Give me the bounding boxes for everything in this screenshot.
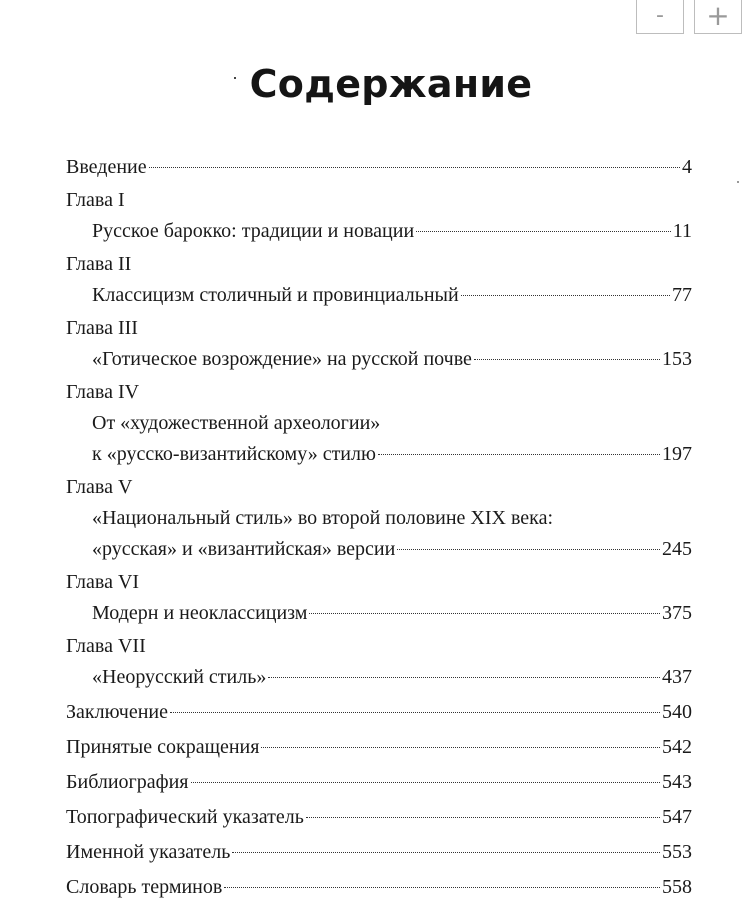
chapter-title: «Готическое возрождение» на русской почве (92, 348, 472, 370)
zoom-controls (636, 0, 742, 34)
chapter-title: Русское барокко: традиции и новации (92, 220, 415, 242)
toc-entry-label: Библиография (66, 771, 189, 793)
dot-leader (149, 167, 680, 168)
chapter-title: От «художественной археологии» (92, 412, 381, 434)
zoom-in-button[interactable]: + (694, 0, 742, 34)
table-of-contents (66, 152, 692, 903)
chapter-title-continued: «русская» и «византийская» версии (92, 538, 396, 560)
toc-page-number: 553 (662, 841, 692, 863)
toc-entry-chapter-5[interactable] (66, 472, 692, 565)
chapter-label: Глава V (66, 476, 133, 498)
dot-leader (416, 231, 671, 232)
toc-page-number: 542 (662, 736, 692, 758)
chapter-label: Глава VII (66, 635, 146, 657)
chapter-label: Глава II (66, 253, 132, 275)
dot-leader (232, 852, 660, 853)
dot-leader (306, 817, 660, 818)
toc-entry-label: Введение (66, 156, 147, 178)
dot-leader (191, 782, 661, 783)
toc-page-number: 197 (662, 443, 692, 465)
dot-leader (268, 677, 660, 678)
chapter-title: «Неорусский стиль» (92, 666, 267, 688)
dot-leader (261, 747, 660, 748)
toc-entry-label: Принятые сокращения (66, 736, 260, 758)
toc-entry-chapter-7[interactable] (66, 631, 692, 693)
toc-entry-label: Заключение (66, 701, 168, 723)
toc-entry-label: Именной указатель (66, 841, 231, 863)
toc-page-number: 4 (682, 156, 692, 178)
dot-leader (397, 549, 660, 550)
chapter-label: Глава IV (66, 381, 140, 403)
chapter-title: «Национальный стиль» во второй половине XIX века: (92, 507, 554, 529)
toc-page-number: 540 (662, 701, 692, 723)
chapter-label: Глава I (66, 189, 125, 211)
chapter-label: Глава VI (66, 571, 140, 593)
toc-page-number: 547 (662, 806, 692, 828)
toc-entry-conclusion[interactable] (66, 697, 692, 728)
toc-entry-chapter-3[interactable] (66, 313, 692, 375)
toc-entry-intro[interactable] (66, 152, 692, 183)
dot-leader (309, 613, 660, 614)
toc-entry-abbreviations[interactable] (66, 732, 692, 763)
chapter-title-continued: к «русско-византийскому» стилю (92, 443, 376, 465)
toc-entry-chapter-6[interactable] (66, 567, 692, 629)
dot-leader (224, 887, 660, 888)
toc-entry-topographic-index[interactable] (66, 802, 692, 833)
toc-page-number: 153 (662, 348, 692, 370)
toc-page-number: 437 (662, 666, 692, 688)
toc-entry-glossary[interactable] (66, 872, 692, 903)
dot-leader (378, 454, 660, 455)
stray-mark (737, 181, 739, 183)
dot-leader (474, 359, 660, 360)
toc-entry-bibliography[interactable] (66, 767, 692, 798)
toc-entry-label: Словарь терминов (66, 876, 223, 898)
page-title: Содержание (249, 62, 533, 106)
chapter-title: Модерн и неоклассицизм (92, 602, 308, 624)
toc-entry-label: Топографический указатель (66, 806, 304, 828)
dot-leader (461, 295, 670, 296)
toc-page-number: 558 (662, 876, 692, 898)
toc-page-number: 11 (672, 220, 692, 242)
toc-entry-chapter-1[interactable] (66, 185, 692, 247)
chapter-label: Глава III (66, 317, 138, 339)
zoom-out-button[interactable]: - (636, 0, 684, 34)
chapter-title: Классицизм столичный и провинциальный (92, 284, 459, 306)
toc-page-number: 77 (672, 284, 692, 306)
toc-page-number: 375 (662, 602, 692, 624)
toc-entry-chapter-2[interactable] (66, 249, 692, 311)
dot-leader (170, 712, 660, 713)
toc-page-number: 543 (662, 771, 692, 793)
toc-page-number: 245 (662, 538, 692, 560)
toc-entry-name-index[interactable] (66, 837, 692, 868)
toc-entry-chapter-4[interactable] (66, 377, 692, 470)
